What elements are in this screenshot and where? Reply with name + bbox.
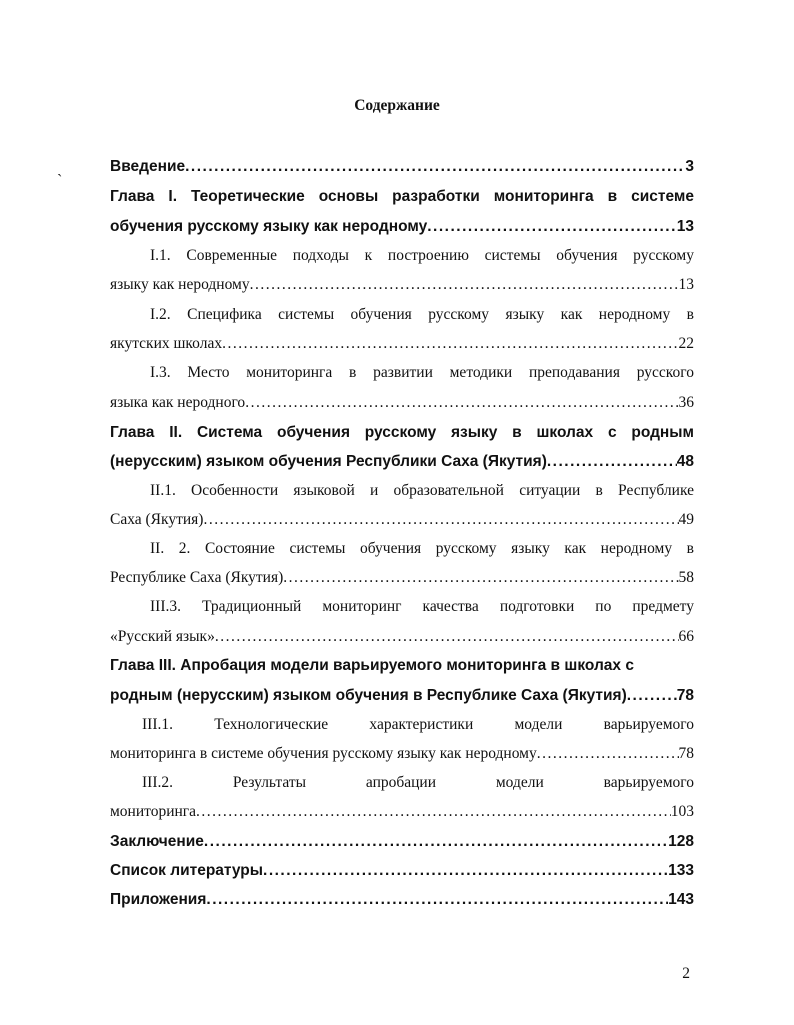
leader-dots [206,885,668,914]
toc-entry-page: 66 [678,628,694,645]
toc-entry-page: 58 [678,569,694,586]
leader-dots [627,681,677,710]
toc-entry-appendices [110,885,694,914]
toc-entry-page: 128 [668,833,694,850]
leader-dots [196,797,671,826]
toc-entry-section-1-1: I.1. Современные подходы к построению системы обучения русскому [150,247,694,264]
toc-entry-page: 103 [670,803,694,820]
toc-entry-title: Введение [110,158,186,175]
toc-entry-chapter-2-cont: (нерусским) языком обучения Республики Саха (Якутия) ..... 48 [110,447,694,476]
leader-dots [185,152,685,181]
toc-entry-bibliography [110,856,694,885]
page-number: 2 [682,965,690,982]
toc-entry-section-2-1-cont: Саха (Якутия) ..... 49 [110,505,694,534]
leader-dots [427,212,677,241]
leader-dots [537,739,679,768]
leader-dots [203,505,678,534]
toc-entry-page: 13 [676,218,694,235]
toc-entry-section-1-3-cont: языка как неродного ..... 36 [110,388,694,417]
toc-entry-chapter-1: Глава I. Теоретические основы разработки мониторинга в системе [110,188,694,205]
toc-entry-introduction [110,152,694,181]
leader-dots [263,856,668,885]
toc-entry-page: 143 [668,891,694,908]
toc-entry-page: 13 [678,276,694,293]
toc-entry-section-3-1-cont: мониторинга в системе обучения русскому языку как неродному ..... 78 [110,739,694,768]
toc-entry-page: 133 [668,862,694,879]
toc-entry-section-3-2: III.2. Результаты апробации модели варьируемого [142,774,694,791]
toc-entry-section-2-2-cont: Республике Саха (Якутия) ..... 58 [110,563,694,592]
toc-entry-page: 78 [678,745,694,762]
toc-entry-section-2-1: II.1. Особенности языковой и образовательной ситуации в Республике [150,482,694,499]
toc-entry-section-3-1: III.1. Технологические характеристики модели варьируемого [142,716,694,733]
toc-title: Содержание [354,97,440,114]
leader-dots [547,447,677,476]
toc-entry-chapter-3: Глава III. Апробация модели варьируемого мониторинга в школах с [110,657,634,674]
toc-entry-section-1-2: I.2. Специфика системы обучения русскому языку как неродному в [150,306,694,323]
toc-entry-page: 22 [678,335,694,352]
toc-entry-title: Заключение [110,833,204,850]
toc-entry-title: Приложения [110,891,207,908]
toc-entry-section-1-3: I.3. Место мониторинга в развитии методики преподавания русского [150,364,694,381]
toc-entry-page: 48 [676,453,694,470]
toc-entry-section-2-3-cont: «Русский язык» ..... 66 [110,622,694,651]
toc-entry-section-2-2: II. 2. Состояние системы обучения русскому языку как неродному в [150,540,694,557]
leader-dots [245,388,678,417]
scan-mark: ˋ [57,172,63,189]
toc-entry-page: 3 [685,158,694,175]
leader-dots [204,827,668,856]
toc-entry-section-1-1-cont: языку как неродному ..... 13 [110,270,694,299]
leader-dots [250,270,679,299]
toc-entry-page: 49 [678,511,694,528]
leader-dots [283,563,678,592]
toc-entry-page: 36 [678,394,694,411]
toc-entry-page: 78 [676,687,694,704]
toc-entry-title: Список литературы [110,862,264,879]
leader-dots [215,622,679,651]
toc-entry-conclusion [110,827,694,856]
leader-dots [222,329,678,358]
toc-entry-section-3-2-cont: мониторинга ..... 103 [110,797,694,826]
toc-entry-chapter-3-cont: родным (нерусским) языком обучения в Республике Саха (Якутия) ..... 78 [110,681,694,710]
toc-entry-chapter-1-cont: обучения русскому языку как неродному ..... 13 [110,212,694,241]
toc-entry-chapter-2: Глава II. Система обучения русскому языку в школах с родным [110,424,694,441]
toc-entry-section-1-2-cont: якутских школах ..... 22 [110,329,694,358]
toc-entry-section-2-3: III.3. Традиционный мониторинг качества подготовки по предмету [150,598,694,615]
